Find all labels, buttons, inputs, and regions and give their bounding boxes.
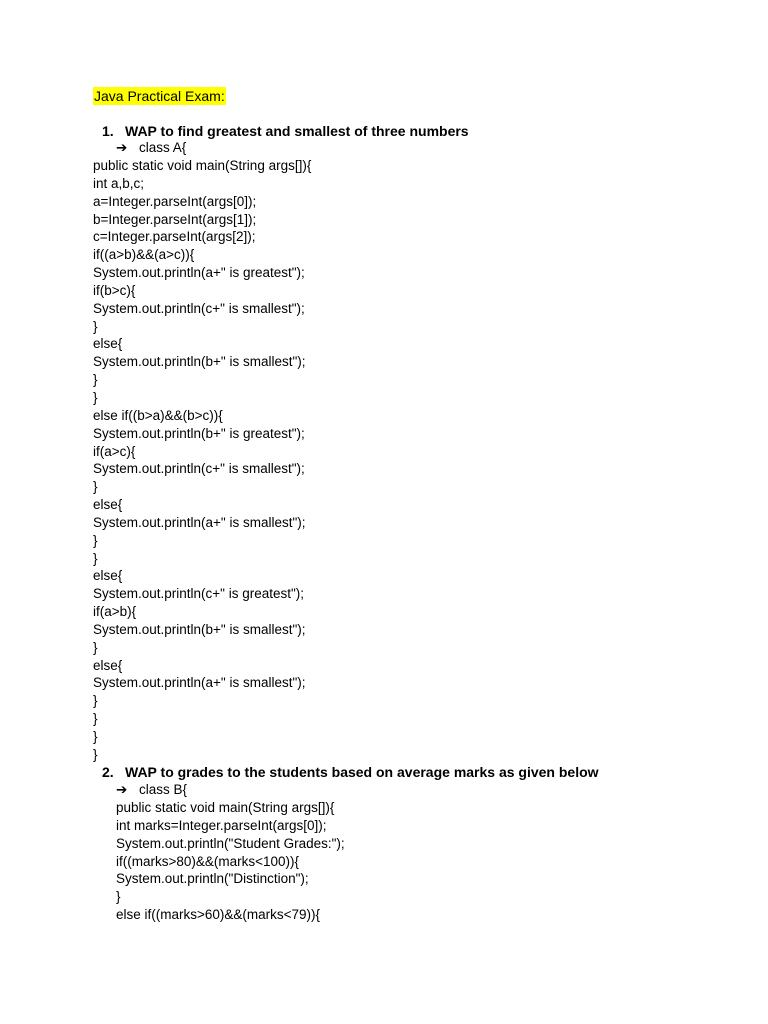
code-line: a=Integer.parseInt(args[0]); (93, 193, 257, 209)
code-line: System.out.println(b+" is smallest"); (93, 354, 306, 370)
document-title: Java Practical Exam: (94, 88, 225, 104)
code-line: int marks=Integer.parseInt(args[0]); (116, 817, 327, 833)
code-line: } (93, 639, 98, 655)
code-line: b=Integer.parseInt(args[1]); (93, 211, 257, 227)
question-2-text: WAP to grades to the students based on average marks as given below (125, 764, 599, 780)
question-1-class-line (116, 139, 186, 157)
code-line: else if((marks>60)&&(marks<79)){ (116, 907, 321, 923)
code-line: System.out.println("Distinction"); (116, 871, 309, 887)
code-line: } (93, 746, 98, 762)
code-line: System.out.println(a+" is smallest"); (93, 675, 306, 691)
code-line: else{ (93, 657, 123, 673)
question-1-class-declaration: class A{ (139, 140, 187, 155)
code-line: } (93, 479, 98, 495)
code-line: int a,b,c; (93, 175, 145, 191)
question-1-number: 1. (102, 123, 114, 139)
code-line: else{ (93, 336, 123, 352)
code-line: public static void main(String args[]){ (93, 158, 312, 173)
code-line: public static void main(String args[]){ (116, 800, 335, 815)
question-2-heading (102, 763, 599, 781)
question-1-text: WAP to find greatest and smallest of three numbers (125, 123, 469, 139)
code-line: System.out.println(c+" is smallest"); (93, 461, 305, 477)
code-line: } (93, 711, 98, 727)
code-line: } (93, 550, 98, 566)
code-line: if((marks>80)&&(marks<100)){ (116, 853, 300, 869)
code-line: } (93, 318, 98, 334)
question-2-number: 2. (102, 764, 114, 780)
code-line: } (116, 889, 121, 905)
code-line: else{ (93, 497, 123, 513)
right-arrow-icon: ➔ (116, 782, 128, 797)
code-line: } (93, 729, 98, 744)
code-line: if(b>c){ (93, 282, 136, 298)
code-line: else if((b>a)&&(b>c)){ (93, 407, 223, 423)
code-line: } (93, 389, 98, 405)
question-1-code-block (93, 157, 311, 764)
code-line: System.out.println(b+" is smallest"); (93, 621, 306, 637)
question-2-class-declaration: class B{ (139, 782, 188, 797)
code-line: System.out.println(b+" is greatest"); (93, 425, 305, 441)
question-2-class-line (116, 781, 187, 799)
code-line: } (93, 693, 98, 709)
code-line: System.out.println(c+" is greatest"); (93, 586, 305, 602)
question-2-code-block (116, 799, 345, 924)
code-line: System.out.println("Student Grades:"); (116, 835, 345, 851)
code-line: c=Integer.parseInt(args[2]); (93, 229, 256, 245)
code-line: System.out.println(a+" is greatest"); (93, 265, 305, 281)
code-line: } (93, 372, 98, 388)
code-line: System.out.println(c+" is smallest"); (93, 300, 305, 316)
right-arrow-icon: ➔ (116, 140, 128, 155)
code-line: System.out.println(a+" is smallest"); (93, 514, 306, 530)
code-line: } (93, 532, 98, 548)
code-line: if(a>c){ (93, 443, 136, 459)
question-1-heading (102, 122, 469, 140)
code-line: if(a>b){ (93, 604, 137, 620)
code-line: if((a>b)&&(a>c)){ (93, 247, 195, 263)
code-line: else{ (93, 568, 123, 584)
